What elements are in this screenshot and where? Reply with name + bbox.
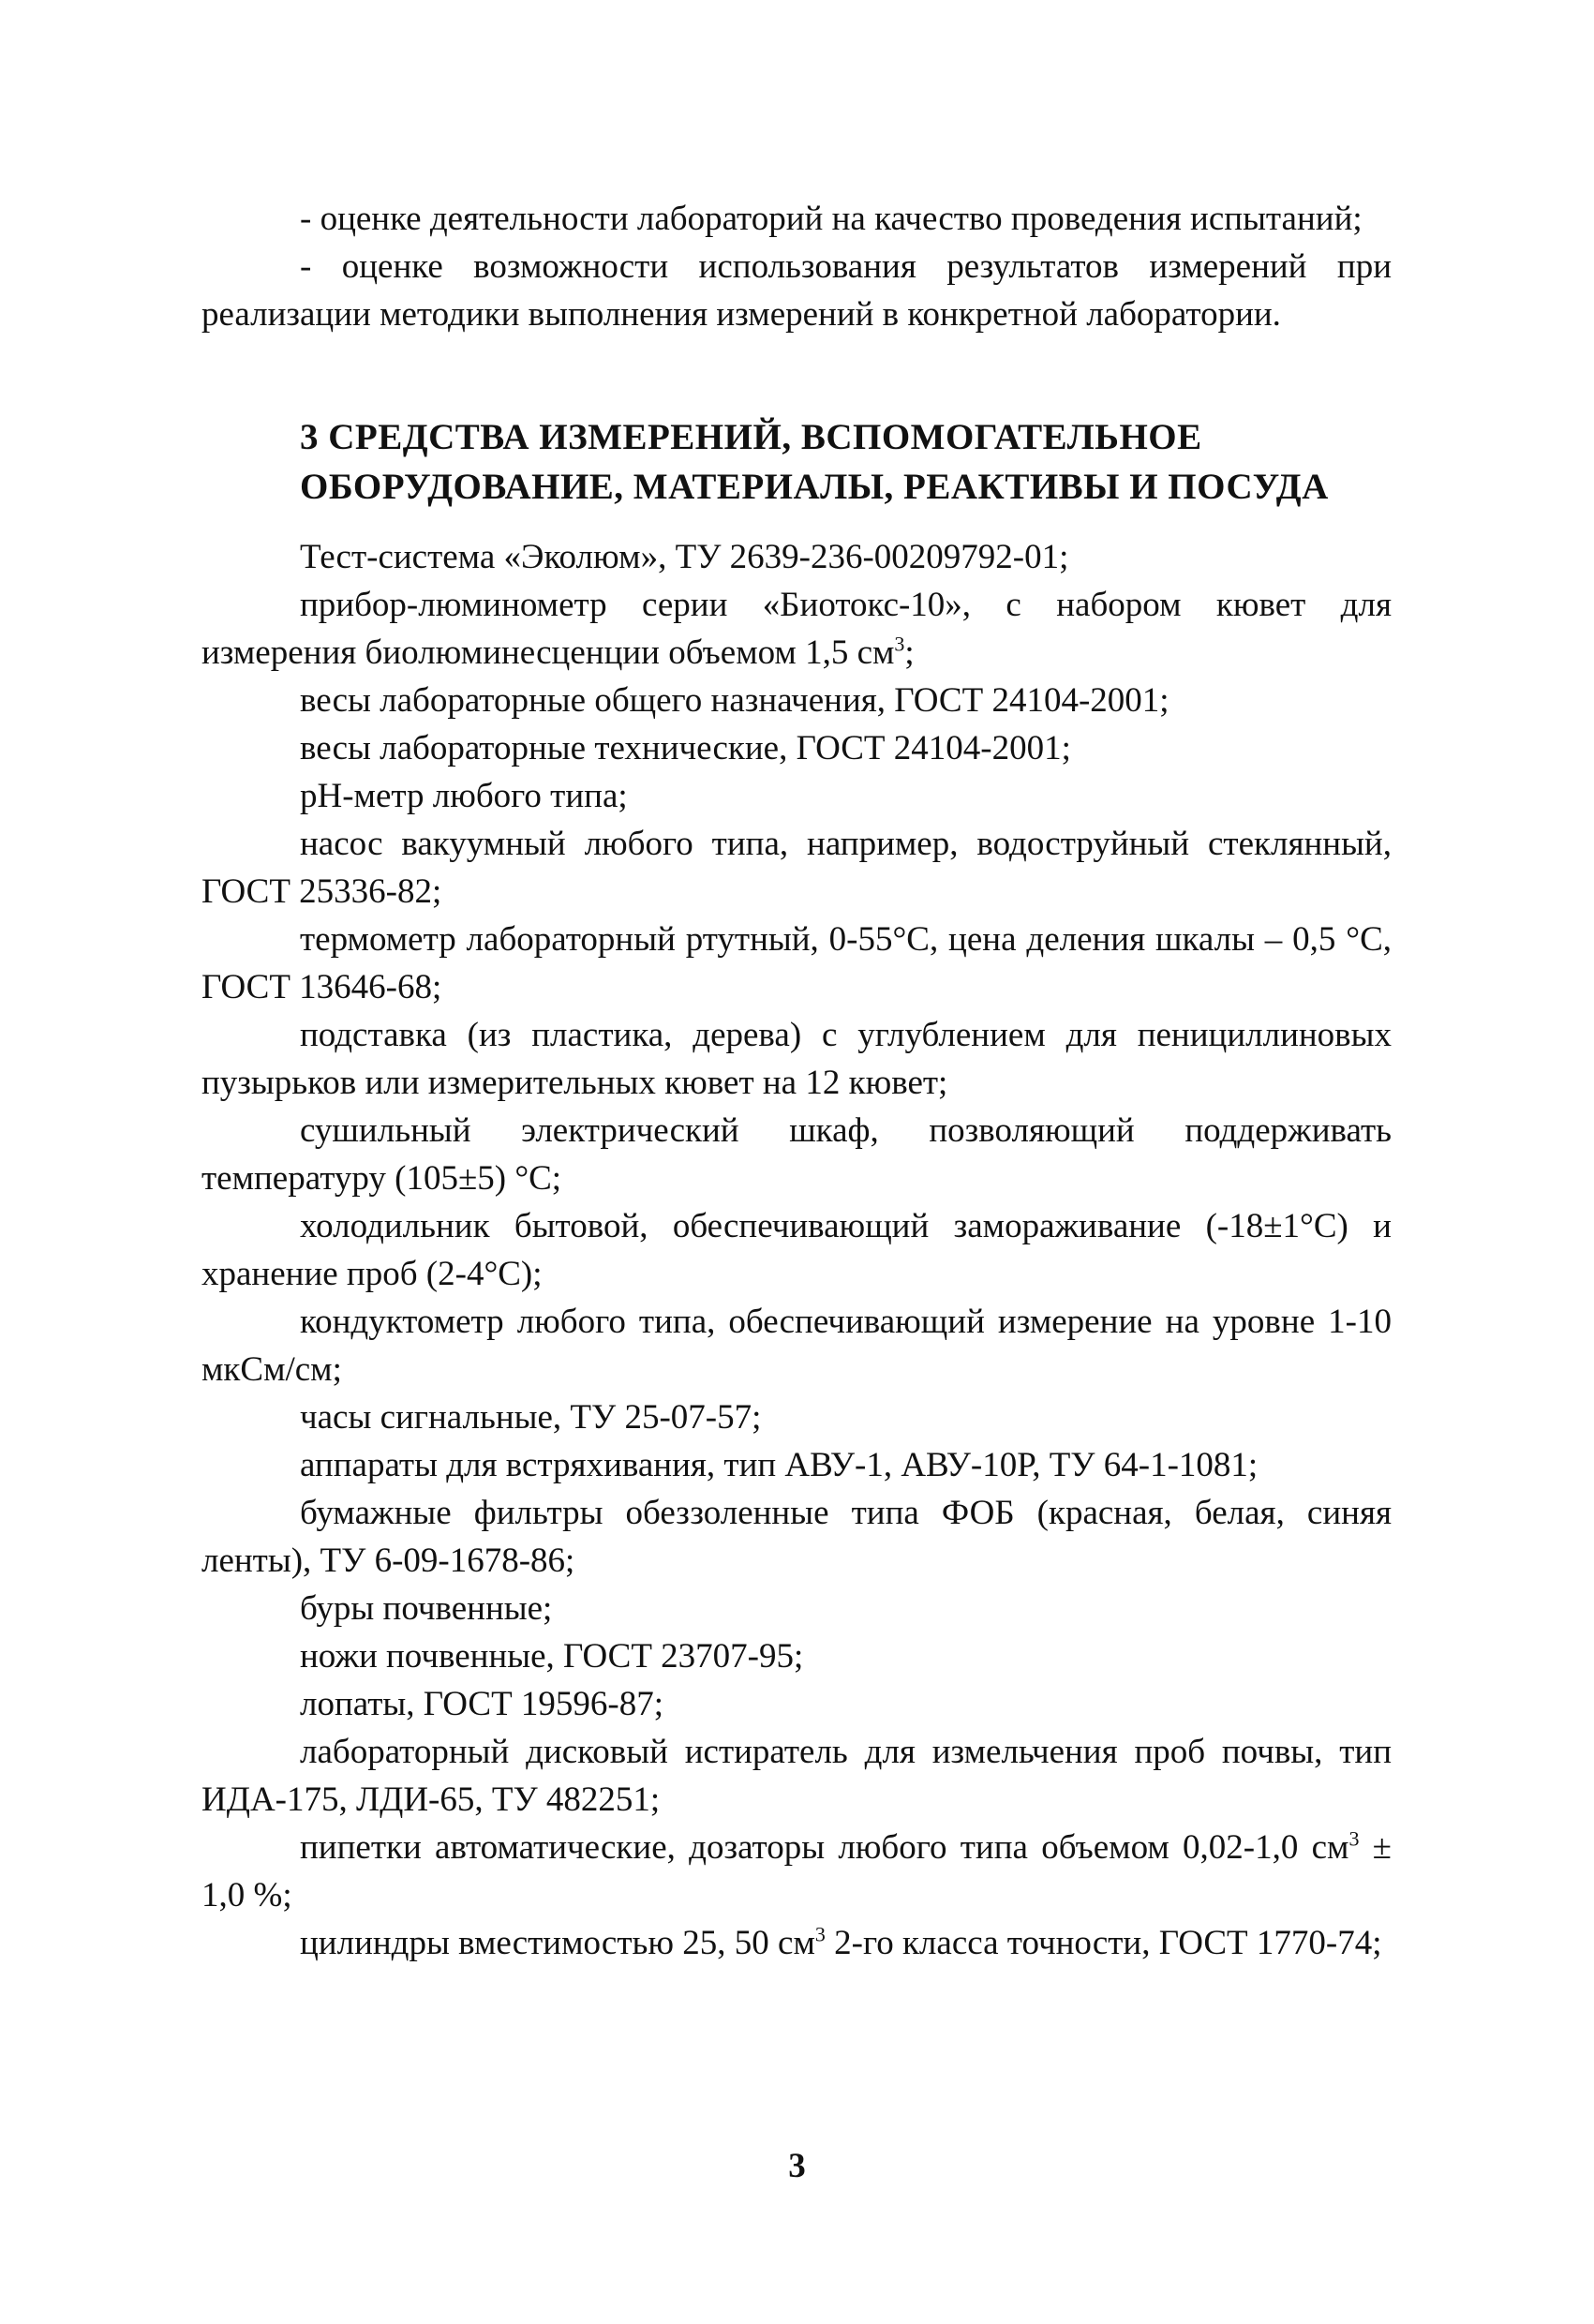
list-item: пипетки автоматические, дозаторы любого типа объемом 0,02-1,0 $см^3 \pm 1,0$ %; bbox=[201, 1826, 1392, 1914]
intro-paragraph-1: - оценке деятельности лабораторий на качество проведения испытаний; bbox=[300, 200, 1363, 238]
list-item: сушильный электрический шкаф, позволяющий поддерживать температуру (105±5) °С; bbox=[201, 1111, 1392, 1198]
list-item: лопаты, ГОСТ 19596-87; bbox=[300, 1685, 664, 1723]
section-heading bbox=[300, 412, 1387, 512]
list-item: часы сигнальные, ТУ 25-07-57; bbox=[300, 1398, 762, 1437]
list-item: буры почвенные; bbox=[300, 1589, 553, 1628]
list-item: весы лабораторные общего назначения, ГОСТ 24104-2001; bbox=[300, 681, 1169, 720]
list-item: лабораторный дисковый истиратель для измельчения проб почвы, тип ИДА-175, ЛДИ-65, ТУ 482251; bbox=[201, 1733, 1392, 1819]
list-item: бумажные фильтры обеззоленные типа ФОБ (красная, белая, синяя ленты), ТУ 6-09-1678-86; bbox=[201, 1494, 1392, 1580]
list-item: аппараты для встряхивания, тип АВУ-1, АВУ-10Р, ТУ 64-1-1081; bbox=[300, 1446, 1259, 1484]
list-item: насос вакуумный любого типа, например, водоструйный стеклянный, ГОСТ 25336-82; bbox=[201, 825, 1392, 911]
intro-paragraph-2: - оценке возможности использования результатов измерений при реализации методики выполнения измерений в конкретной лаборатории. bbox=[201, 247, 1392, 334]
list-item: цилиндры вместимостью 25, 50 $см^3$ 2-го класса точности, ГОСТ 1770-74; bbox=[300, 1922, 1382, 1962]
section-heading-line-1: 3 СРЕДСТВА ИЗМЕРЕНИЙ, ВСПОМОГАТЕЛЬНОЕ bbox=[300, 417, 1202, 457]
list-item: прибор-люминометр серии «Биотокс-10», с набором кювет для измерения биолюминесценции объемом 1,5 $см^3$; bbox=[201, 586, 1392, 672]
list-item: рН-метр любого типа; bbox=[300, 777, 628, 815]
list-item: кондуктометр любого типа, обеспечивающий измерение на уровне 1-10 мкСм/см; bbox=[201, 1303, 1392, 1389]
list-item: Тест-система «Эколюм», ТУ 2639-236-00209792-01; bbox=[300, 538, 1069, 576]
list-item: холодильник бытовой, обеспечивающий замораживание (-18±1°С) и хранение проб (2-4°С); bbox=[201, 1207, 1392, 1293]
list-item: ножи почвенные, ГОСТ 23707-95; bbox=[300, 1637, 804, 1676]
list-item: подставка (из пластика, дерева) с углублением для пенициллиновых пузырьков или измерительных кювет на 12 кювет; bbox=[201, 1016, 1392, 1102]
page-number: 3 bbox=[788, 2147, 806, 2185]
list-item: термометр лабораторный ртутный, 0-55°С, цена деления шкалы – 0,5 °С, ГОСТ 13646-68; bbox=[201, 920, 1392, 1006]
equipment-list bbox=[201, 533, 1392, 1967]
intro-block bbox=[201, 195, 1392, 338]
section-heading-line-2: ОБОРУДОВАНИЕ, МАТЕРИАЛЫ, РЕАКТИВЫ И ПОСУДА bbox=[300, 467, 1329, 507]
list-item: весы лабораторные технические, ГОСТ 24104-2001; bbox=[300, 729, 1071, 767]
